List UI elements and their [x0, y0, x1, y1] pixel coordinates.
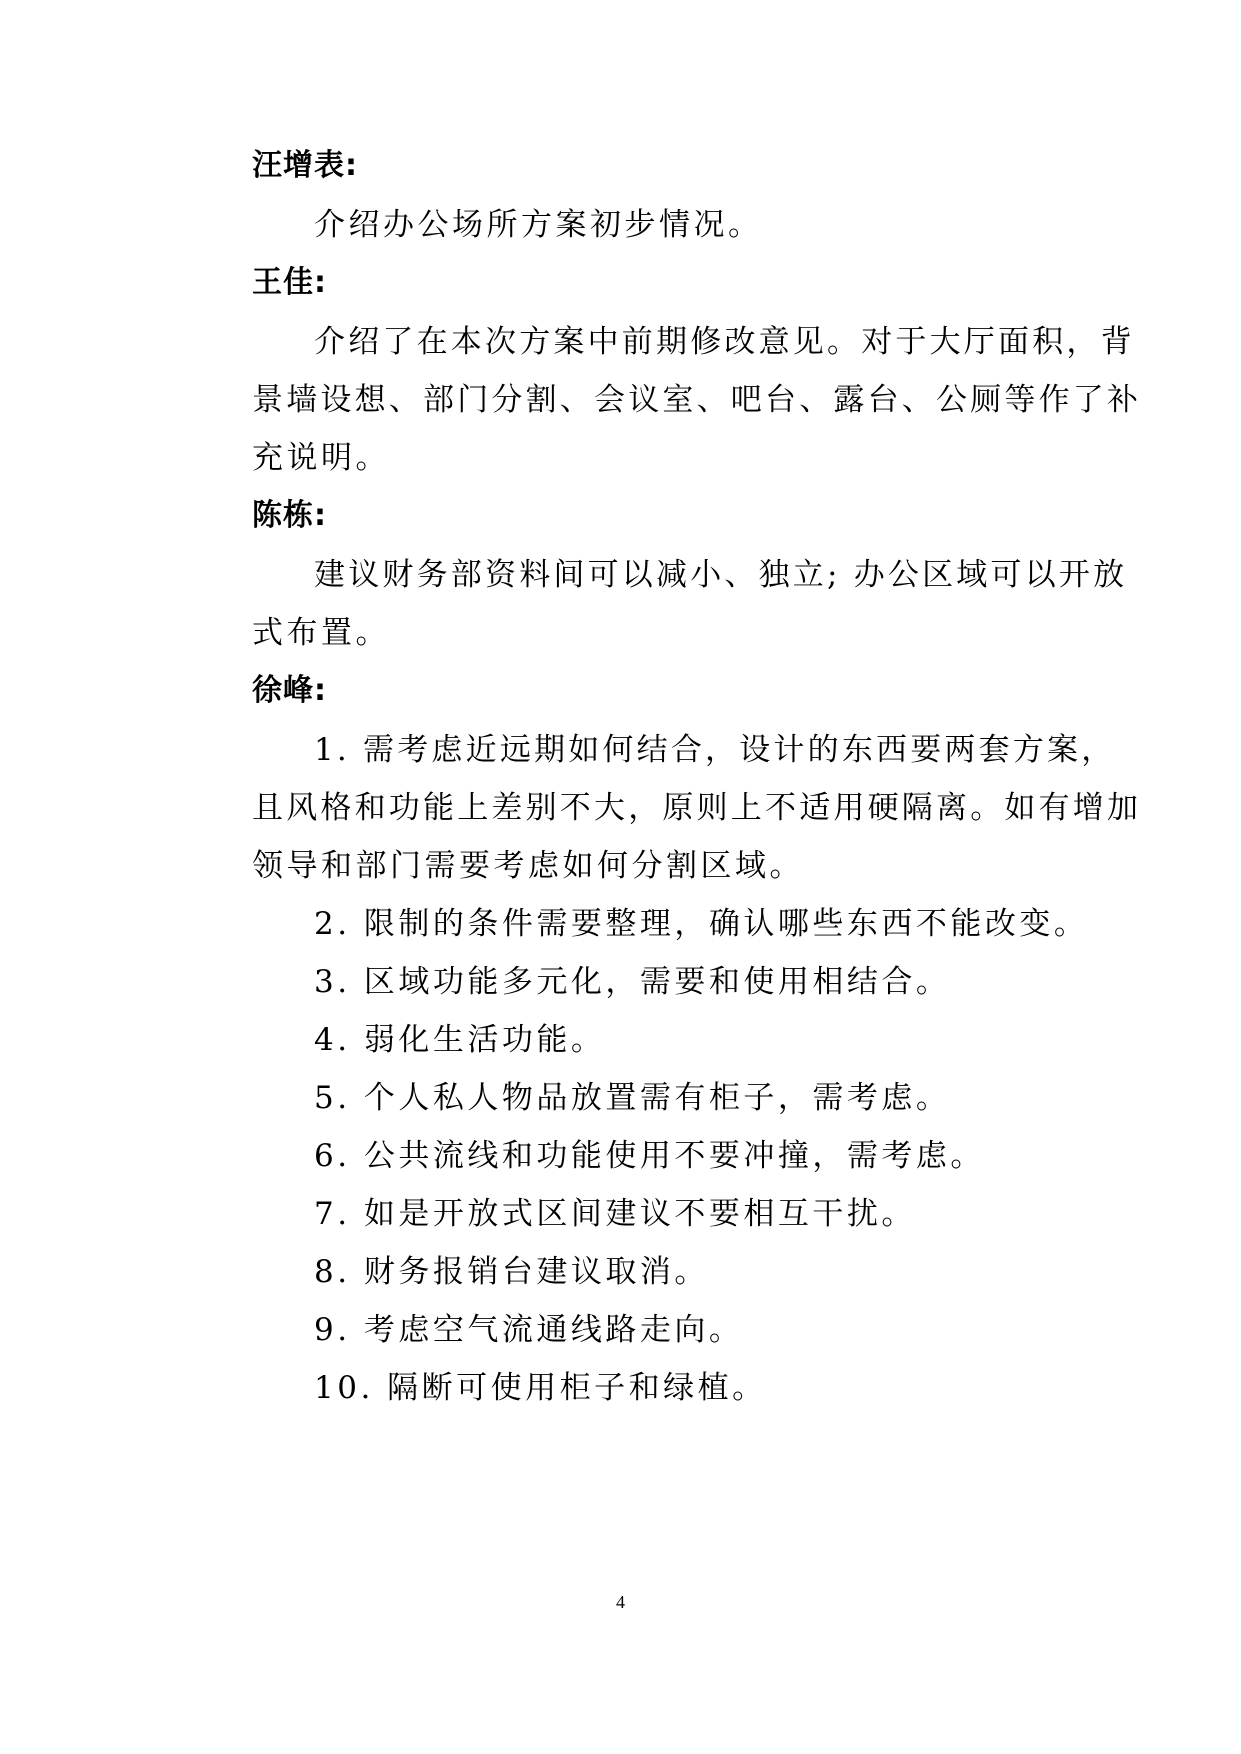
list-item: 9. 考虑空气流通线路走向。	[314, 1312, 744, 1348]
list-item-continuation: 且风格和功能上差别不大，原则上不适用硬隔离。如有增加	[252, 790, 1142, 826]
page-number: 4	[616, 1592, 625, 1612]
list-item: 10. 隔断可使用柜子和绿植。	[314, 1370, 767, 1406]
speaker-name: 汪增表:	[252, 148, 358, 183]
paragraph-line: 介绍办公场所方案初步情况。	[314, 207, 763, 243]
paragraph-line: 介绍了在本次方案中前期修改意见。对于大厅面积，背	[314, 324, 1135, 360]
list-item: 4. 弱化生活功能。	[314, 1022, 606, 1058]
list-item: 7. 如是开放式区间建议不要相互干扰。	[314, 1196, 916, 1232]
list-item: 1. 需考虑近远期如何结合，设计的东西要两套方案，	[314, 732, 1116, 768]
list-item: 8. 财务报销台建议取消。	[314, 1254, 709, 1290]
speaker-name: 陈栋:	[252, 498, 327, 533]
paragraph-line: 充说明。	[252, 440, 390, 476]
speaker-name: 王佳:	[252, 265, 327, 300]
list-item-continuation: 领导和部门需要考虑如何分割区域。	[252, 848, 804, 884]
paragraph-line: 建议财务部资料间可以减小、独立; 办公区域可以开放	[314, 557, 1128, 593]
paragraph-line: 景墙设想、部门分割、会议室、吧台、露台、公厕等作了补	[252, 382, 1142, 418]
list-item: 6. 公共流线和功能使用不要冲撞，需考虑。	[314, 1138, 985, 1174]
list-item: 3. 区域功能多元化，需要和使用相结合。	[314, 964, 951, 1000]
list-item: 2. 限制的条件需要整理，确认哪些东西不能改变。	[314, 906, 1089, 942]
list-item: 5. 个人私人物品放置需有柜子，需考虑。	[314, 1080, 951, 1116]
speaker-name: 徐峰:	[252, 673, 327, 708]
paragraph-line: 式布置。	[252, 615, 390, 651]
